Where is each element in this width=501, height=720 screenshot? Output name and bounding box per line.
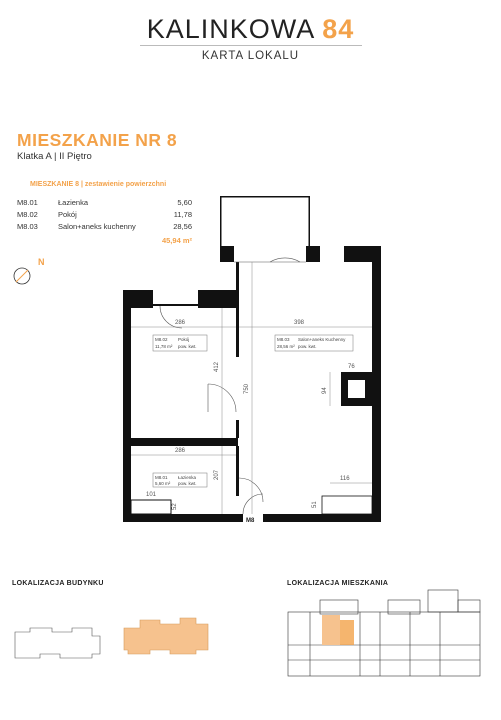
room-label: Salon+aneks Kuchenny [298, 337, 346, 342]
room-label: pow. kwt. [178, 344, 197, 349]
brand-name: KALINKOWA [146, 14, 314, 44]
dim-label: 116 [340, 476, 350, 482]
room-name: Salon+aneks kuchenny [58, 222, 136, 231]
apartment-highlight [340, 620, 354, 645]
room-code: M8.01 [17, 198, 38, 207]
room-name: Pokój [58, 210, 77, 219]
apartment-title: MIESZKANIE NR 8 [17, 130, 178, 150]
dim-label: 412 [214, 361, 220, 372]
apartment-location-label: LOKALIZACJA MIESZKANIA [287, 580, 389, 587]
room-area: 5,60 [177, 198, 192, 207]
room-code: M8.03 [17, 222, 38, 231]
apartment-subtitle: Klatka A | II Piętro [17, 151, 92, 162]
room-code: M8.02 [17, 210, 38, 219]
page-subtitle: KARTA LOKALU [201, 50, 300, 62]
total-area: 45,94 m² [161, 236, 192, 245]
room-label: pow. kwt. [178, 481, 197, 486]
room-area: 11,78 [173, 210, 192, 219]
brand-number: 84 [322, 14, 355, 44]
compass-label: N [38, 257, 45, 267]
dim-label: 750 [244, 383, 250, 394]
dim-label: 286 [175, 320, 186, 326]
dim-label: 398 [294, 320, 305, 326]
dim-label: 51 [312, 501, 318, 508]
dim-label: 76 [348, 364, 355, 370]
dim-label: 52 [172, 503, 178, 510]
room-label: 11,78 m² [155, 344, 173, 349]
room-label: 5,60 m² [155, 481, 171, 486]
room-label: M8.03 [277, 337, 290, 342]
building-location-map [15, 618, 208, 658]
room-area: 28,56 [173, 222, 192, 231]
apartment-location-map [288, 590, 480, 676]
room-label: pow. kwt. [298, 344, 317, 349]
dim-label: 286 [175, 448, 186, 454]
dim-label: 94 [322, 387, 328, 394]
dim-label: 101 [146, 492, 157, 498]
room-label: Łazienka [178, 475, 197, 480]
room-label: M8.01 [155, 475, 168, 480]
room-label: M8.02 [155, 337, 168, 342]
building-location-label: LOKALIZACJA BUDYNKU [12, 580, 104, 587]
room-label: 28,56 m² [277, 344, 295, 349]
apartment-highlight [322, 615, 340, 645]
area-table-heading: MIESZKANIE 8 | zestawienie powierzchni [30, 181, 167, 188]
room-name: Łazienka [58, 198, 89, 207]
room-label: Pokój [178, 337, 190, 342]
dim-label: 207 [214, 469, 220, 480]
entry-label: M8 [246, 518, 255, 524]
